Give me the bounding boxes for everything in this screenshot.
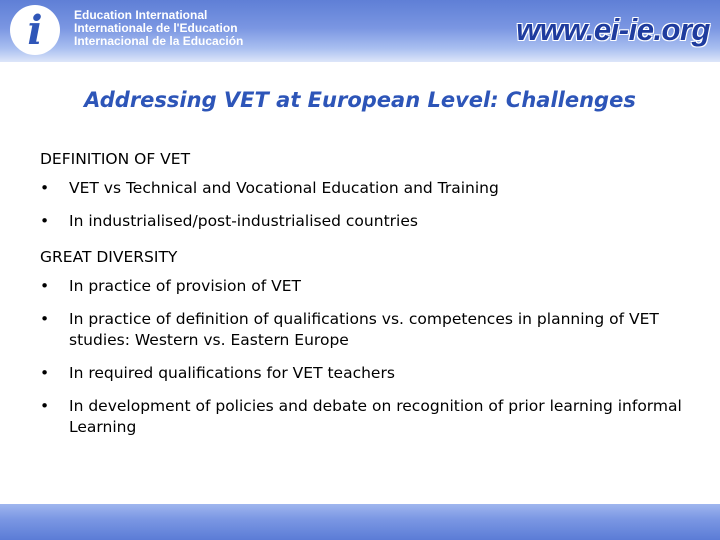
bullet-icon: •: [40, 277, 50, 295]
bullet-item: [40, 276, 690, 297]
info-icon: i: [27, 6, 43, 54]
bullet-icon: •: [40, 364, 50, 382]
org-name-es: Internacional de la Educación: [74, 34, 244, 48]
bullet-text: In development of policies and debate on recognition of prior learning informal Learning: [69, 397, 682, 436]
bullet-item: [40, 178, 690, 199]
slide-title: Addressing VET at European Level: Challenges: [84, 88, 636, 112]
org-name-fr: Internationale de l'Education: [74, 21, 238, 35]
bullet-item: [40, 363, 690, 384]
footer-band: [0, 504, 720, 540]
bullet-icon: •: [40, 212, 50, 230]
bullet-text: In practice of provision of VET: [69, 277, 301, 295]
bullet-text: In industrialised/post-industrialised countries: [69, 212, 418, 230]
bullet-item: [40, 396, 690, 438]
section-heading-definition: DEFINITION OF VET: [40, 150, 191, 168]
bullet-icon: •: [40, 397, 50, 415]
bullet-item: [40, 309, 690, 351]
organization-names: [74, 9, 243, 48]
bullet-item: [40, 211, 690, 232]
bullet-text: In practice of definition of qualifications vs. competences in planning of VET studies: Western vs. Eastern Europe: [69, 310, 659, 349]
bullet-text: In required qualifications for VET teachers: [69, 364, 395, 382]
slide-content: [40, 150, 690, 450]
bullet-icon: •: [40, 310, 50, 328]
bullet-icon: •: [40, 179, 50, 197]
header-band: [0, 0, 720, 62]
website-url[interactable]: www.ei-ie.org: [516, 12, 710, 47]
bullet-text: VET vs Technical and Vocational Education and Training: [69, 179, 499, 197]
org-name-en: Education International: [74, 8, 208, 22]
section-heading-diversity: GREAT DIVERSITY: [40, 248, 178, 266]
